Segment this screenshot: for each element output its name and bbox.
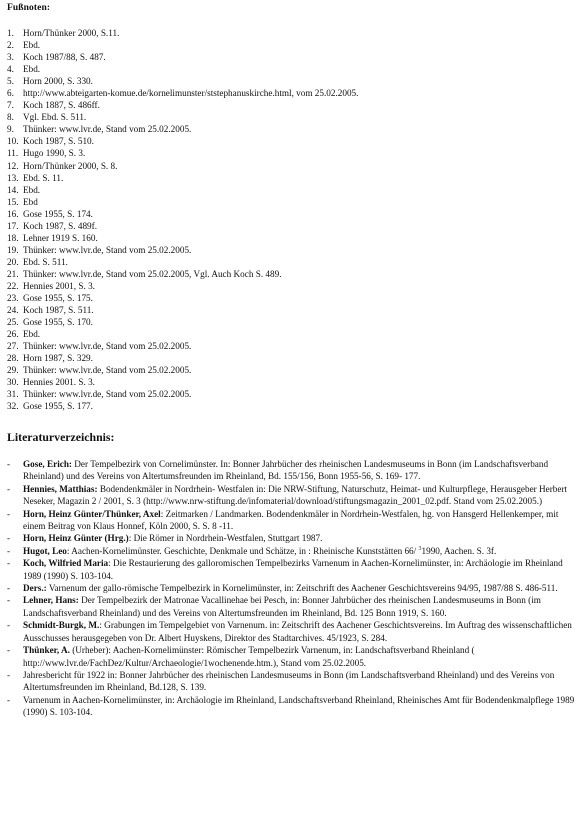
footnote-number: 4. <box>7 64 14 75</box>
literature-citation: : Die Römer in Nordrhein-Westfalen, Stuttgart 1987. <box>128 533 323 544</box>
footnote-text: Ebd. <box>23 184 41 195</box>
footnote-item <box>0 147 580 159</box>
footnote-number: 19. <box>7 244 19 255</box>
footnote-item <box>0 135 580 147</box>
footnote-text: Koch 1987, S. 489f. <box>23 220 98 231</box>
footnote-item <box>0 244 580 256</box>
footnote-item <box>0 123 580 135</box>
footnote-item <box>0 99 580 111</box>
footnote-text: Thünker: www.lvr.de, Stand vom 25.02.2005. <box>23 124 192 135</box>
footnote-text: Lehner 1919 S. 160. <box>23 232 98 243</box>
footnote-item <box>0 340 580 352</box>
footnote-item <box>0 376 580 388</box>
footnote-number: 6. <box>7 88 14 99</box>
list-dash: - <box>7 508 11 519</box>
footnote-text: Ebd. <box>23 64 41 75</box>
literature-author: Lehner, Hans: <box>23 595 79 606</box>
footnote-number: 14. <box>7 184 19 195</box>
literature-citation-continued: 1990, Aachen. S. 3f. <box>421 545 497 556</box>
literature-entry <box>0 694 580 719</box>
literature-citation: : Aachen-Kornelimünster. Geschichte, Denkmale und Schätze, in : Rheinische Kunststätten 66/ <box>66 545 419 556</box>
footnote-item <box>0 172 580 184</box>
footnote-text: Thünker: www.lvr.de, Stand vom 25.02.2005. <box>23 389 192 400</box>
footnote-item <box>0 75 580 87</box>
literature-entry <box>0 532 580 544</box>
literature-author: Horn, Heinz Günter (Hrg.) <box>23 533 129 544</box>
footnote-number: 24. <box>7 305 19 316</box>
footnote-number: 5. <box>7 76 14 87</box>
footnote-number: 31. <box>7 389 19 400</box>
literature-entry <box>0 508 580 533</box>
footnotes-list <box>0 27 580 413</box>
literature-author: Gose, Erich: <box>23 459 72 469</box>
footnote-number: 3. <box>7 52 14 63</box>
list-dash: - <box>7 645 11 656</box>
footnote-text: Hennies 2001, S. 3. <box>23 280 95 291</box>
literature-author: Schmidt-Burgk, M. <box>23 620 100 631</box>
footnote-item <box>0 292 580 304</box>
literature-entry-body <box>23 545 575 557</box>
list-dash: - <box>7 669 11 680</box>
footnote-text: Koch 1987, S. 511. <box>23 305 94 316</box>
footnote-number: 10. <box>7 136 19 147</box>
footnote-text: Horn/Thünker 2000, S.11. <box>23 28 120 38</box>
footnote-text: Hennies 2001. S. 3. <box>23 377 95 388</box>
footnote-item <box>0 87 580 99</box>
literature-entry-body <box>23 582 575 594</box>
footnote-text: http://www.abteigarten-komue.de/kornelimunster/ststephanuskirche.html, vom 25.02.2005. <box>23 88 359 99</box>
footnote-item <box>0 364 580 376</box>
list-dash: - <box>7 545 11 556</box>
footnote-number: 15. <box>7 196 19 207</box>
literature-entry-body <box>23 619 575 644</box>
footnote-text: Thünker: www.lvr.de, Stand vom 25.02.2005. <box>23 341 192 352</box>
footnote-text: Horn 2000, S. 330. <box>23 76 93 87</box>
literature-entry <box>0 483 580 508</box>
literature-entry-body <box>23 458 575 483</box>
footnote-item <box>0 316 580 328</box>
footnote-item <box>0 220 580 232</box>
literature-entry-body <box>23 508 575 533</box>
literature-entry-body <box>23 594 575 619</box>
literature-entry-body <box>23 694 575 719</box>
footnote-item <box>0 160 580 172</box>
list-dash: - <box>7 483 11 494</box>
literature-entry-body <box>23 532 575 544</box>
footnote-number: 13. <box>7 172 19 183</box>
edition-superscript: 3 <box>418 545 422 552</box>
literature-entry-body <box>23 644 575 669</box>
footnote-text: Ebd <box>23 196 38 207</box>
literature-heading: Literaturverzeichnis: <box>7 430 115 444</box>
footnote-item <box>0 352 580 364</box>
literature-citation: Varnenum in Aachen-Kornelimünster, in: Archäologie im Rheinland, Landschaftsverband Rheinland, Rheinisches Amt für Bodendenkmalpflege 1989 (1990) S. 103-104. <box>23 694 575 718</box>
literature-author: Ders.: <box>23 583 47 594</box>
literature-entry <box>0 669 580 694</box>
literature-author: Hennies, Matthias: <box>23 483 98 494</box>
list-dash: - <box>7 459 11 469</box>
literature-entry <box>0 594 580 619</box>
footnote-number: 16. <box>7 208 19 219</box>
literature-author: Koch, Wilfried Maria <box>23 558 109 569</box>
footnote-text: Ebd. S. 11. <box>23 172 64 183</box>
literature-citation: (Urheber): Aachen-Kornelimünster: Römischer Tempelbezirk Varnenum, in: Landschaftsverband Rheinland ( http://www.lvr.de/FachDez/Kultur/Archaeologie/1wochenende.htm.), Stand vom 25.02.2005. <box>23 645 475 668</box>
literature-entry <box>0 582 580 594</box>
literature-author: Thünker, A. <box>23 645 70 656</box>
list-dash: - <box>7 694 11 705</box>
footnote-text: Gose 1955, S. 174. <box>23 208 93 219</box>
footnote-number: 11. <box>7 148 19 159</box>
footnote-number: 8. <box>7 112 14 123</box>
list-dash: - <box>7 533 11 544</box>
footnote-item <box>0 400 580 412</box>
literature-entry <box>0 545 580 557</box>
footnote-number: 20. <box>7 256 19 267</box>
footnote-text: Thünker: www.lvr.de, Stand vom 25.02.2005, Vgl. Auch Koch S. 489. <box>23 268 282 279</box>
footnote-text: Thünker: www.lvr.de, Stand vom 25.02.2005. <box>23 365 192 376</box>
literature-entry <box>0 458 580 483</box>
list-dash: - <box>7 595 11 606</box>
footnote-text: Hugo 1990, S. 3. <box>23 148 86 159</box>
footnote-item <box>0 51 580 63</box>
footnote-item <box>0 280 580 292</box>
list-dash: - <box>7 583 11 594</box>
footnote-text: Ebd. <box>23 329 41 340</box>
footnote-item <box>0 184 580 196</box>
list-dash: - <box>7 558 11 569</box>
footnote-number: 9. <box>7 124 14 135</box>
footnote-item <box>0 39 580 51</box>
footnote-text: Koch 1987/88, S. 487. <box>23 52 106 63</box>
literature-citation: Der Tempelbezirk der Matronae Vacallinehae bei Pesch, in: Bonner Jahrbücher des rheinischen Landesmuseums in Bonn (im Landschaftsverband Rheinland) und des Vereins von Altertumsfreunden im Rheinland, Bd. 125 Bonn 1919, S. 160. <box>23 595 541 618</box>
footnote-number: 27. <box>7 341 19 352</box>
footnote-number: 25. <box>7 317 19 328</box>
footnotes-heading: Fußnoten: <box>7 3 51 13</box>
literature-entry <box>0 557 580 582</box>
footnote-item <box>0 208 580 220</box>
footnote-item <box>0 256 580 268</box>
footnote-number: 22. <box>7 280 19 291</box>
footnote-text: Ebd. S. 511. <box>23 256 68 267</box>
literature-author: Horn, Heinz Günter/Thünker, Axel <box>23 508 161 519</box>
footnote-item <box>0 196 580 208</box>
footnote-number: 26. <box>7 329 19 340</box>
literature-citation: : Zeitmarken / Landmarken. Bodendenkmäler in Nordrhein-Westfalen, hg. von Hansgerd Hellenkemper, mit einem Beitrag von Klaus Honnef, Köln 2000, S. S. 8 -11. <box>23 508 559 532</box>
footnote-text: Koch 1987, S. 510. <box>23 136 94 147</box>
footnote-number: 1. <box>7 28 14 38</box>
footnote-text: Koch 1887, S. 486ff. <box>23 100 100 111</box>
literature-citation: : Die Restaurierung des galloromischen Tempelbezirks Varnenum in Aachen-Kornelimünster, in: Archäologie im Rheinland 1989 (1990) S. 103-104. <box>23 558 563 581</box>
footnote-number: 17. <box>7 220 19 231</box>
literature-citation: : Grabungen im Tempelgebiet von Varnenum. in: Zeitschrift des Aachener Geschichtsvereins. Im Auftrag des wissenschaftlichen Ausschusses herausgegeben von Dr. Albert Huyskens, Direktor des Stadtarchives. 45/1923, S. 284. <box>23 620 572 643</box>
footnote-text: Gose 1955, S. 177. <box>23 401 93 412</box>
footnote-number: 30. <box>7 377 19 388</box>
list-dash: - <box>7 620 11 631</box>
literature-entry <box>0 619 580 644</box>
footnote-text: Gose 1955, S. 170. <box>23 317 93 328</box>
footnote-number: 32. <box>7 401 19 412</box>
literature-entry-body <box>23 669 575 694</box>
footnote-item <box>0 388 580 400</box>
footnote-number: 2. <box>7 40 14 51</box>
footnote-item <box>0 111 580 123</box>
literature-citation: Varnenum der gallo-römische Tempelbezirk in Kornelimünster, in: Zeitschrift des Aachener Geschichtsvereins 94/95, 1987/88 S. 486-511. <box>46 583 558 594</box>
footnote-item <box>0 63 580 75</box>
footnote-number: 28. <box>7 353 19 364</box>
footnote-number: 21. <box>7 268 19 279</box>
literature-entry-body <box>23 483 575 508</box>
footnote-item <box>0 232 580 244</box>
footnote-text: Gose 1955, S. 175. <box>23 293 93 304</box>
footnote-item <box>0 27 580 39</box>
footnote-number: 7. <box>7 100 14 111</box>
literature-entry <box>0 644 580 669</box>
literature-entry-body <box>23 557 575 582</box>
footnote-number: 18. <box>7 232 19 243</box>
footnote-number: 29. <box>7 365 19 376</box>
footnote-number: 23. <box>7 293 19 304</box>
footnote-item <box>0 268 580 280</box>
literature-citation: Bodendenkmäler in Nordrhein- Westfalen in: Die NRW-Stiftung, Naturschutz, Heimat- und Kulturpflege, Herausgeber Herbert Neseker, Magazin 2 / 2001, S. 3 (http://www.nrw-stiftung.de/infomaterial/download/stiftungsmagazin_2001_02.pdf. Stand vom 25.02.2005.) <box>23 483 568 507</box>
footnote-item <box>0 328 580 340</box>
footnote-text: Ebd. <box>23 40 41 51</box>
footnote-text: Vgl. Ebd. S. 511. <box>23 112 87 123</box>
footnote-text: Horn/Thünker 2000, S. 8. <box>23 160 118 171</box>
literature-author: Hugot, Leo <box>23 545 67 556</box>
footnote-text: Horn 1987, S. 329. <box>23 353 93 364</box>
footnote-item <box>0 304 580 316</box>
footnote-number: 12. <box>7 160 19 171</box>
footnote-text: Thünker: www.lvr.de, Stand vom 25.02.2005. <box>23 244 192 255</box>
literature-list <box>0 458 580 719</box>
literature-citation: Der Tempelbezirk von Cornelimünster. In: Bonner Jahrbücher des rheinischen Landesmuseums in Bonn (im Landschaftsverband Rheinland) und des Vereins von Altertumsfreunden im Rheinland, Bd. 155/156, Bonn 1955-56, S. 169- 177. <box>23 459 549 482</box>
literature-citation: Jahresbericht für 1922 in: Bonner Jahrbücher des rheinischen Landesmuseums in Bonn (im Landschaftsverband Rheinland) und des Vereins von Altertumsfreunden im Rheinland, Bd.128, S. 139. <box>23 669 555 693</box>
